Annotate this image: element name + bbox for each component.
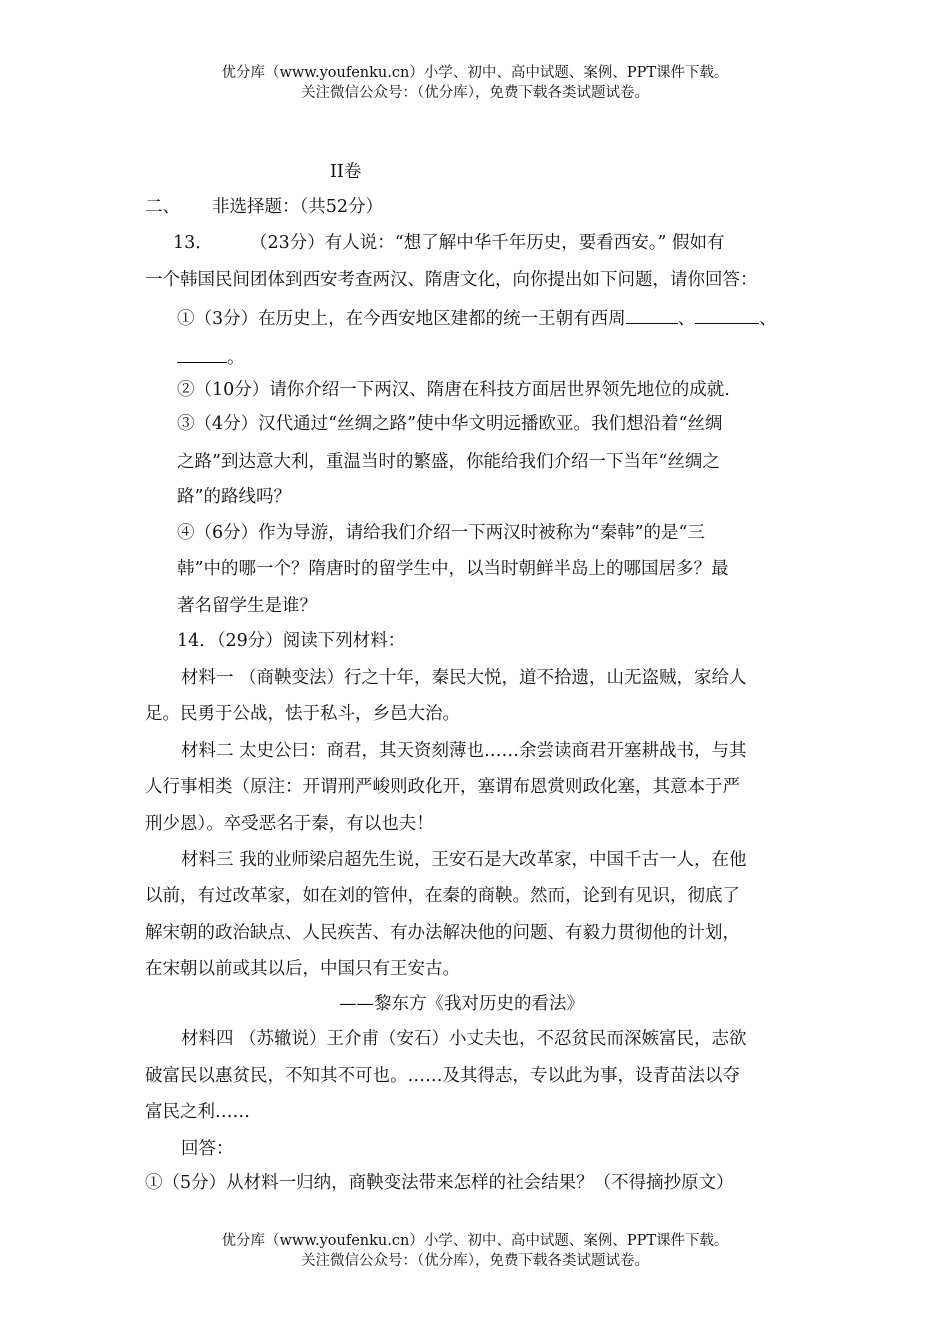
- material-1-line1: 材料一 （商鞅变法）行之十年，秦民大悦，道不拾遗，山无盗贼，家给人: [181, 668, 747, 688]
- material-2-line2: 人行事相类（原注：开谓刑严峻则政化开，塞谓布恩赏则政化塞，其意本于严: [145, 777, 740, 797]
- separator: 、: [759, 309, 777, 329]
- q13-part3-line1: ③（4分）汉代通过“丝绸之路”使中华文明远播欧亚。我们想沿着“丝绸: [177, 414, 723, 434]
- material-2-line3: 刑少恩）。卒受恶名于秦，有以也夫！: [145, 814, 434, 834]
- answer-blank[interactable]: [177, 344, 227, 363]
- material-4-line1: 材料四 （苏辙说）王介甫（安石）小丈夫也，不忍贫民而深嫉富民，志欲: [181, 1029, 747, 1049]
- material-4-line2: 破富民以惠贫民，不知其不可也。……及其得志，专以此为事，设青苗法以夺: [145, 1066, 740, 1086]
- q13-part2: ②（10分）请你介绍一下两汉、隋唐在科技方面居世界领先地位的成就.: [177, 380, 730, 400]
- material-3-line3: 解宋朝的政治缺点、人民疾苦、有办法解决他的问题、有毅力贯彻他的计划，: [145, 923, 740, 943]
- q14-intro: 14．（29分）阅读下列材料：: [177, 631, 406, 651]
- material-4-line3: 富民之利……: [145, 1102, 250, 1122]
- q13-part4-line2: 韩”中的哪一个？隋唐时的留学生中，以当时朝鲜半岛上的哪国居多？最: [177, 559, 729, 579]
- answer-label: 回答：: [181, 1139, 234, 1159]
- separator: 、: [677, 309, 696, 329]
- q13-intro: （23分）有人说：“想了解中华千年历史，要看西安。” 假如有: [250, 233, 725, 253]
- header-line-1: 优分库（www.youfenku.cn）小学、初中、高中试题、案例、PPT课件下载。: [221, 65, 729, 81]
- material-3-source: ——黎东方《我对历史的看法》: [339, 994, 584, 1014]
- volume-title: II卷: [330, 162, 362, 182]
- q13-number: 13．: [173, 233, 213, 253]
- part-number: 二、: [145, 197, 180, 217]
- q13-part1-text: ①（3分）在历史上，在今西安地区建都的统一王朝有西周: [177, 309, 626, 329]
- answer-blank[interactable]: [626, 305, 678, 324]
- part-title: 非选择题：（共52分）: [212, 197, 384, 217]
- q13-part3-line3: 路”的路线吗？: [177, 487, 291, 507]
- answer-blank[interactable]: [695, 305, 759, 324]
- footer-line-1: 优分库（www.youfenku.cn）小学、初中、高中试题、案例、PPT课件下载。: [221, 1233, 729, 1249]
- material-2-line1: 材料二 太史公曰：商君，其天资刻薄也……余尝读商君开塞耕战书，与其: [181, 741, 747, 761]
- material-3-line1: 材料三 我的业师梁启超先生说，王安石是大改革家，中国千古一人，在他: [181, 850, 747, 870]
- material-3-line2: 以前，有过改革家，如在刘的管仲，在秦的商鞅。然而，论到有见识，彻底了: [145, 886, 740, 906]
- q13-part4-line1: ④（6分）作为导游，请给我们介绍一下两汉时被称为“秦韩”的是“三: [177, 523, 705, 543]
- q13-part4-line3: 著名留学生是谁？: [177, 596, 317, 616]
- footer-line-2: 关注微信公众号：（优分库），免费下载各类试题试卷。: [301, 1253, 649, 1269]
- q13-part3-line2: 之路”到达意大利，重温当时的繁盛，你能给我们介绍一下当年“丝绸之: [177, 452, 720, 472]
- q14-question-1: ①（5分）从材料一归纳，商鞅变法带来怎样的社会结果？（不得摘抄原文）: [145, 1173, 734, 1193]
- material-3-line4: 在宋朝以前或其以后，中国只有王安古。: [145, 959, 460, 979]
- material-1-line2: 足。民勇于公战，怯于私斗，乡邑大治。: [145, 704, 460, 724]
- q13-part1-cont: [177, 344, 245, 370]
- q13-part1: [177, 305, 777, 331]
- q13-intro-line2: 一个韩国民间团体到西安考查两汉、隋唐文化，向你提出如下问题，请你回答：: [145, 270, 758, 290]
- header-line-2: 关注微信公众号：（优分库），免费下载各类试题试卷。: [301, 85, 649, 101]
- period: 。: [227, 348, 245, 368]
